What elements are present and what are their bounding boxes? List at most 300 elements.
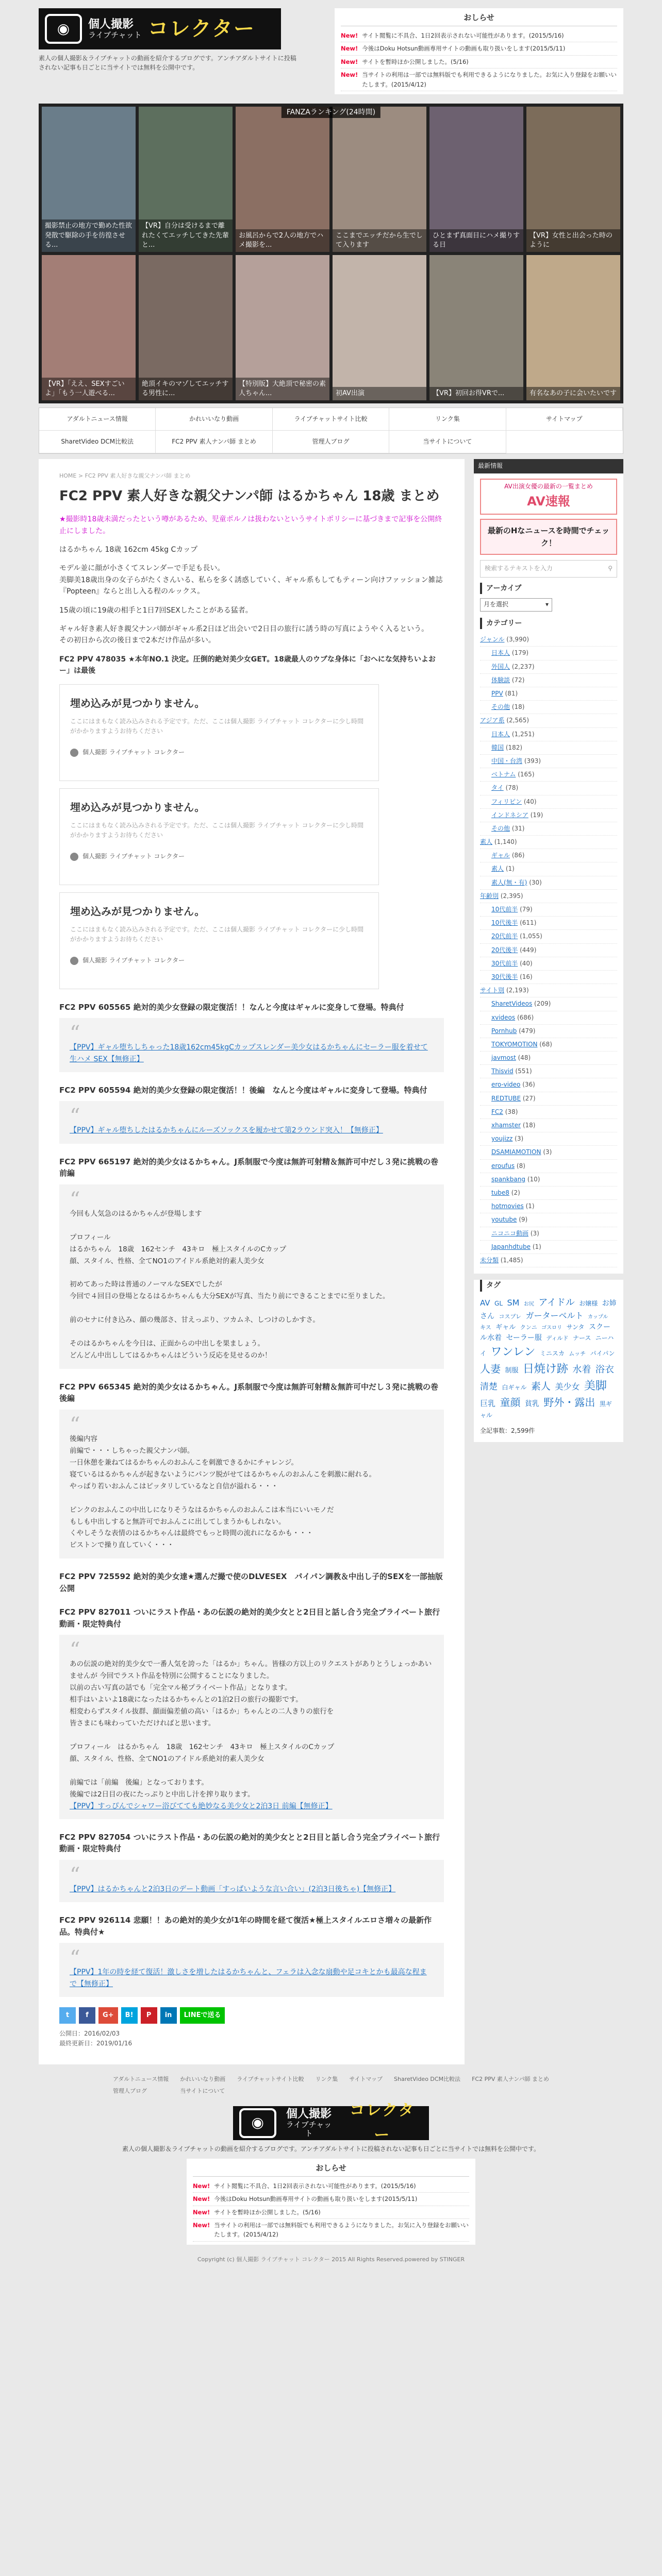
ranking-thumbnail[interactable] (429, 255, 523, 400)
category-count: (10) (527, 1175, 540, 1183)
ranking-thumbnail[interactable] (236, 255, 329, 400)
intro-note-2: ギャル好き素人好き親父ナンパ師がギャル系2日ほど出会いで2日目の旅行に誘う時の写真にようやく入るという。 その初日から次の後日まで2本だけ作品が多い。 (59, 625, 429, 645)
category-item[interactable] (480, 1106, 617, 1119)
category-item[interactable] (480, 890, 617, 903)
category-link[interactable]: 30代後半 (491, 973, 518, 980)
category-link[interactable]: Japanhdtube (491, 1243, 531, 1250)
quote-block (59, 1410, 444, 1558)
new-badge: New! (341, 71, 358, 79)
category-item[interactable] (480, 674, 617, 687)
product-link[interactable]: 【PPV】すっぴんでシャワー浴びてても絶妙なる美少女と2泊3日 前編【無修正】 (70, 1802, 333, 1810)
tag-link[interactable]: コスプレ (499, 1313, 522, 1320)
category-item[interactable] (480, 1038, 617, 1052)
news-item[interactable] (341, 29, 617, 42)
tag-link[interactable]: ミニスカ (539, 1349, 565, 1357)
news-item[interactable] (193, 2193, 469, 2206)
tag-link[interactable]: 美少女 (555, 1381, 580, 1392)
quote-text: 後編内容 前編で・・・しちゃった親父ナンパ師。 一日休憩を兼ねてはるかちゃんのおふんこを刺激できるかにチャレンジ。 寝ているはるかちゃんが起きないようにパンツ脱がせてはるかちゃんのおふんこを刺激に耐れる。 やっぱり若いおふんこはピッタリしているなと自信が溢れる・・・ ピンクのおふんこの中出しになりそうなはるかちゃんのおふんこは本当にいいモノだ もしも中出しすると無許可でおふんこに出してしまうかもしれない。 くやしそうな表情のはるかちゃんは最終でもっと時間の流れになるかも・・・ ピストンで操り直していく・・・ (70, 1434, 376, 1550)
warning-text: ★撮影時18歳未満だったという噂があるため、児童ポルノは扱わないというサイトポリシーに基づきまで記事を公開終止にしました。 (59, 515, 442, 535)
product-link[interactable]: 【PPV】1年の時を経て復活！激しさを増したはるかちゃんと、フェラは入念な扇動や足コキとかも最高な程まで【無修正】 (70, 1968, 427, 1988)
section-heading: FC2 PPV 827011 ついにラスト作品・あの伝説の絶対的美少女とと2日目と話し合う完全プライベート旅行動画・限定特典付 (59, 1607, 440, 1629)
category-count: (1,140) (494, 838, 517, 846)
category-count: (36) (522, 1081, 535, 1089)
embed-site (70, 748, 368, 757)
news-text: 今後はDoku Hotsun動画専用サイトの動画も取り扱いをします(2015/5/11) (362, 45, 566, 53)
category-link[interactable]: PPV (491, 690, 503, 698)
category-link[interactable]: Thisvid (491, 1067, 514, 1075)
news-text: 当サイトの利用は一部では無料版でも利用できるようになりました。お気に入り登録をお願いいたします。(2015/4/12) (214, 2221, 469, 2239)
logo-line1: 個人撮影 (88, 18, 134, 31)
category-link[interactable]: REDTUBE (491, 1094, 521, 1102)
category-item[interactable] (480, 1254, 617, 1267)
category-item[interactable] (480, 997, 617, 1011)
category-count: (551) (515, 1067, 532, 1075)
category-item[interactable] (480, 1065, 617, 1078)
category-link[interactable]: 素人(無・有) (491, 878, 527, 886)
category-count: (3,990) (506, 636, 529, 643)
category-link[interactable]: Pornhub (491, 1027, 517, 1035)
quote-icon: “ (70, 1946, 80, 1971)
tag-link[interactable]: 制服 (505, 1366, 519, 1375)
tag-link[interactable]: サンタ (566, 1323, 585, 1331)
embed-list (59, 684, 444, 989)
news-item[interactable] (193, 2180, 469, 2193)
tag-link[interactable]: ワンレン (490, 1345, 536, 1359)
embed-site-name: 個人撮影 ライブチャット コレクター (82, 956, 185, 964)
category-item[interactable] (480, 944, 617, 957)
category-item[interactable] (480, 687, 617, 701)
category-link[interactable]: タイ (491, 784, 504, 792)
quote-text: 今回も人気急のはるかちゃんが登場します プロフィール はるかちゃん 18歳 162センチ 43キロ 極上スタイルのCカップ 顔、スタイル、性格、全てNO1のアイドル系絶対的素人美少女 初めてあった時は普通のノーマルなSEXでしたが 今回で４回目の登場となるはるかちゃんも大分SEXが写真、当たり前にできることまでに至りました。 前のセナに付き込み、顔の幾部さ、甘えっぷり、ツカムネ、しつけのしかすさ。 そのはるかちゃんを今日は、正面からの中出しを果ましょう。 どんどん中出ししてはるかちゃんはどういう反応を見せるのか！ (70, 1209, 390, 1360)
category-link[interactable]: その他 (491, 703, 510, 711)
category-item[interactable] (480, 836, 617, 849)
category-item[interactable] (480, 1132, 617, 1146)
quote-icon: “ (70, 1105, 80, 1129)
category-item[interactable] (480, 1078, 617, 1092)
category-count: (209) (534, 1000, 551, 1008)
category-count: (16) (520, 973, 533, 980)
category-item[interactable] (480, 714, 617, 727)
category-item[interactable] (480, 647, 617, 660)
news-banner-text: 最新のHなニュースを時間でチェック！ (487, 526, 610, 548)
quote-block (59, 1184, 444, 1369)
new-badge: New! (341, 58, 358, 65)
news-item[interactable] (193, 2219, 469, 2242)
sidebar (474, 459, 623, 2064)
new-badge: New! (341, 45, 358, 53)
site-header-left (39, 8, 296, 94)
ranking-caption: 【VR】「ええ、SEXすごいよ」「もう一人遊べる... (42, 378, 136, 400)
category-count: (38) (505, 1108, 518, 1115)
category-link[interactable]: 素人 (491, 865, 504, 873)
tag-link[interactable]: お嬢様 (579, 1299, 598, 1307)
tag-link[interactable]: ムッチ (569, 1350, 586, 1357)
category-link[interactable]: spankbang (491, 1175, 525, 1183)
tag-cloud (480, 1296, 617, 1421)
tag-link[interactable]: カップル (587, 1314, 608, 1320)
category-count: (393) (524, 757, 541, 765)
tag-widget (474, 1280, 623, 1442)
embed-title: 埋め込みが見つかりません。 (70, 801, 205, 814)
category-link[interactable]: 10代後半 (491, 919, 518, 927)
updated-date: 最終更新日：2019/01/16 (59, 2040, 133, 2047)
category-link[interactable]: TOKYOMOTION (491, 1040, 538, 1048)
first-work-heading: FC2 PPV 478035 ★本年NO.1 決定。圧倒的絶対美少女GET。18歳最人のウブな身体に「おへにな気持ちいよおー」は最後 (59, 655, 436, 675)
tag-link[interactable]: スクール水着 (480, 1323, 610, 1342)
news-text: サイト閲覧に不具合、1日2回表示されない可能性があります。(2015/5/16) (362, 32, 564, 39)
category-item[interactable] (480, 1187, 617, 1200)
footer-nav-item[interactable]: サイトマップ (349, 2075, 383, 2082)
category-item[interactable] (480, 1160, 617, 1173)
category-link[interactable]: tube8 (491, 1189, 509, 1196)
product-link[interactable]: 【PPV】ギャル堕ちしちゃった18歳162cm45kgCカップスレンダー美少女はるかちゃんにセーラー服を着せて生ハメ SEX【無修正】 (70, 1043, 428, 1063)
category-count: (81) (505, 690, 518, 698)
nav-item[interactable]: リンク集 (389, 408, 506, 431)
quote-icon: “ (70, 1863, 80, 1887)
category-item[interactable] (480, 1052, 617, 1065)
main-content (39, 459, 465, 2064)
new-badge: New! (193, 2195, 210, 2203)
category-item[interactable] (480, 984, 617, 997)
category-count: (479) (519, 1027, 536, 1035)
new-badge: New! (193, 2208, 210, 2216)
category-link[interactable]: eroufus (491, 1162, 515, 1170)
category-link[interactable]: 20代前半 (491, 933, 518, 940)
footer-nav-item[interactable]: SharetVideo DCM比較法 (394, 2075, 461, 2082)
section-heading: FC2 PPV 665197 絶対的美少女はるかちゃん。J系制服で今度は無許可射精＆無許可中だし３発に挑戦の巻 前編 (59, 1157, 446, 1178)
category-link[interactable]: xvideos (491, 1013, 516, 1021)
category-link[interactable]: 韓国 (491, 743, 504, 751)
category-link[interactable]: サイト別 (480, 987, 505, 994)
nav-item[interactable]: ライブチャットサイト比較 (273, 408, 389, 431)
category-count: (18) (511, 703, 525, 711)
tag-link[interactable]: クンニ (520, 1324, 537, 1331)
ranking-thumbnail[interactable] (526, 255, 620, 400)
tag-link[interactable]: 巨乳 (480, 1398, 496, 1408)
ranking-thumbnail[interactable] (526, 107, 620, 252)
nav-item[interactable]: アダルトニュース情報 (39, 408, 156, 431)
category-list (480, 633, 617, 1267)
site-icon (70, 749, 78, 757)
nav-item[interactable]: かれいいなり動画 (156, 408, 272, 431)
news-text: サイトを暫時ほか公開しました。(5/16) (362, 58, 469, 65)
category-count: (2,193) (506, 987, 529, 994)
footer-nav (39, 2075, 623, 2096)
footer-news-box (187, 2159, 475, 2245)
category-item[interactable] (480, 917, 617, 930)
category-link[interactable]: 日本人 (491, 730, 510, 738)
new-badge: New! (341, 32, 358, 39)
ranking-thumbnail[interactable] (139, 107, 233, 252)
category-count: (2,565) (506, 717, 529, 724)
category-link[interactable]: hotmovies (491, 1202, 524, 1210)
category-count: (30) (529, 878, 542, 886)
category-count: (3) (515, 1135, 524, 1143)
news-text: サイトを暫時ほか公開しました。(5/16) (214, 2208, 321, 2216)
ranking-thumbnail[interactable] (333, 255, 426, 400)
tag-link[interactable]: 日焼け跡 (522, 1362, 568, 1376)
share-button[interactable]: LINEで送る (180, 2007, 225, 2024)
category-item[interactable] (480, 849, 617, 862)
category-item[interactable] (480, 633, 617, 647)
tag-link[interactable]: パイパン (590, 1349, 615, 1357)
embed-card[interactable] (59, 892, 379, 989)
category-link[interactable]: 30代前半 (491, 959, 518, 967)
section-list (59, 1002, 444, 1997)
category-link[interactable]: 外国人 (491, 663, 510, 670)
category-count: (686) (517, 1013, 534, 1021)
ranking-thumbnail[interactable] (236, 107, 329, 252)
product-link[interactable]: 【PPV】はるかちゃんと2泊3日のデート動画「すっぱいような言い合い」(2泊3日後ちゃ)【無修正】 (70, 1885, 396, 1893)
footer-nav-item[interactable]: FC2 PPV 素人ナンパ師 まとめ (472, 2075, 550, 2082)
camera-icon: ◉ (239, 2108, 276, 2138)
search-input[interactable] (480, 560, 617, 578)
site-logo[interactable] (39, 8, 281, 49)
category-link[interactable]: 年齢別 (480, 892, 499, 900)
tag-link[interactable]: ディルド (546, 1334, 569, 1342)
chevron-down-icon: ▾ (545, 601, 549, 608)
category-link[interactable]: 未分類 (480, 1256, 499, 1264)
embed-desc: ここにはまもなく読み込みされる予定です。ただ、ここは個人撮影 ライブチャット コレクターに少し時間がかかりますようお待ちください (70, 821, 364, 839)
tag-link[interactable]: 水着 (572, 1364, 591, 1375)
tag-link[interactable]: ナース (572, 1334, 591, 1342)
footer-nav-item[interactable]: リンク集 (315, 2075, 338, 2082)
category-link[interactable]: ギャル (491, 852, 510, 859)
news-item[interactable] (341, 69, 617, 91)
category-link[interactable]: youjizz (491, 1135, 513, 1143)
category-count: (1) (505, 865, 515, 873)
site-tagline: 素人の個人撮影＆ライブチャットの動画を紹介するブログです。アンチアダルトサイトに投稿されない記事も日ごとに当サイトでは無料を公開中です。 (39, 55, 296, 71)
category-item[interactable] (480, 782, 617, 795)
ranking-thumbnail[interactable] (429, 107, 523, 252)
tag-link[interactable]: 人妻 (480, 1362, 501, 1375)
news-text: 今後はDoku Hotsun動画専用サイトの動画も取り扱いをします(2015/5/11) (214, 2195, 418, 2203)
share-button[interactable]: B! (121, 2007, 138, 2024)
tag-link[interactable]: 黒ギャル (480, 1400, 612, 1419)
tag-link[interactable]: アイドル (538, 1297, 575, 1308)
embed-title: 埋め込みが見つかりません。 (70, 905, 205, 918)
category-count: (3) (530, 1229, 539, 1237)
tag-link[interactable]: ギャル (495, 1323, 516, 1331)
ranking-thumbnail[interactable] (333, 107, 426, 252)
tag-link[interactable]: ニーハイ (480, 1334, 614, 1357)
search-icon[interactable]: ⚲ (608, 564, 613, 572)
tag-link[interactable]: 野外・露出 (543, 1396, 595, 1409)
news-item[interactable] (193, 2206, 469, 2219)
ranking-caption: 撮影禁止の地方で勤めた性欲発散で駆除の手を彷徨させる... (42, 219, 136, 252)
tag-link[interactable]: GL (494, 1299, 503, 1307)
category-link[interactable]: その他 (491, 824, 510, 832)
embed-site-name: 個人撮影 ライブチャット コレクター (82, 748, 185, 756)
category-item[interactable] (480, 876, 617, 890)
tag-link[interactable]: 童顔 (500, 1396, 521, 1409)
category-title: カテゴリー (480, 618, 617, 629)
section-heading: FC2 PPV 665345 絶対的美少女はるかちゃん。J系制服で今度は無許可射精＆無許可中だし３発に挑戦の巻 後編 (59, 1382, 446, 1403)
tag-link[interactable]: 美脚 (584, 1379, 607, 1393)
category-link[interactable]: youtube (491, 1216, 517, 1224)
section-heading: FC2 PPV 926114 悲願！！あの絶対的美少女が1年の時間を経て復活★極上スタイルエロさ増々の最新作品。特典付★ (59, 1916, 432, 1937)
category-item[interactable] (480, 862, 617, 876)
share-button[interactable]: G+ (98, 2007, 118, 2024)
embed-desc: ここにはまもなく読み込みされる予定です。ただ、ここは個人撮影 ライブチャット コレクターに少し時間がかかりますようお待ちください (70, 925, 364, 943)
tag-link[interactable]: 素人 (531, 1380, 551, 1392)
ranking-thumbnail[interactable] (42, 107, 136, 252)
nav-item[interactable]: 管理人ブログ (273, 431, 389, 453)
share-button[interactable]: in (160, 2007, 177, 2024)
category-link[interactable]: SharetVideos (491, 1000, 533, 1008)
category-item[interactable] (480, 809, 617, 822)
tag-link[interactable]: SM (507, 1297, 520, 1308)
category-item[interactable] (480, 971, 617, 984)
nav-item[interactable]: SharetVideo DCM比較法 (39, 431, 156, 453)
category-count: (3) (543, 1148, 552, 1156)
news-item[interactable] (341, 56, 617, 69)
category-link[interactable]: アジア系 (480, 717, 505, 724)
category-item[interactable] (480, 768, 617, 782)
category-link[interactable]: DSAMIAMOTION (491, 1148, 541, 1156)
ranking-thumbnail[interactable] (139, 255, 233, 400)
category-item[interactable] (480, 1241, 617, 1254)
tag-link[interactable]: お尻 (523, 1301, 534, 1307)
category-item[interactable] (480, 1119, 617, 1132)
category-link[interactable]: ニコニコ動画 (491, 1229, 529, 1237)
footer-nav-item[interactable]: ライブチャットサイト比較 (237, 2075, 304, 2082)
category-count: (40) (523, 798, 537, 805)
intro-description: モデル並に顔が小さくてスレンダーで手足も長い。 美脚美18歳出身の女子らがたくさんいる、私らを多く誘惑していく、ギャル系もしてもティーン向けファッション雑誌『Popteen』ならと出し入る程のルックス。 (59, 564, 443, 596)
ranking-caption: 有名なあの子に会いたいです (526, 387, 620, 400)
tag-link[interactable]: ガーターベルト (525, 1310, 584, 1320)
category-item[interactable] (480, 660, 617, 674)
copyright: Copyright (c) 個人撮影 ライブチャット コレクター 2015 All Rights Reserved.powered by STINGER (197, 2256, 465, 2263)
section-heading: FC2 PPV 827054 ついにラスト作品・あの伝説の絶対的美少女とと2日目と話し合う完全プライベート旅行動画・限定特典付 (59, 1832, 440, 1854)
av-banner[interactable] (480, 479, 617, 515)
ranking-caption: お風呂からで2人の地方でハメ撮影を... (236, 229, 329, 252)
category-item[interactable] (480, 795, 617, 809)
tag-link[interactable]: 白ギャル (502, 1383, 527, 1391)
footer-logo[interactable] (233, 2101, 429, 2144)
footer-logo-line1: 個人撮影 (286, 2108, 332, 2121)
footer-nav-item[interactable]: アダルトニュース情報 (112, 2075, 169, 2082)
footer-nav-item[interactable]: かれいいなり動画 (180, 2075, 226, 2082)
category-count: (2,395) (500, 892, 523, 900)
total-posts: 全記事数：2,599件 (480, 1427, 535, 1434)
footer-nav-item[interactable]: 管理人ブログ (112, 2088, 147, 2095)
av-banner-logo: AV速報 (527, 494, 570, 509)
category-link[interactable]: 素人 (480, 838, 493, 846)
ranking-thumbnail[interactable] (42, 255, 136, 400)
tag-link[interactable]: ゴスロリ (541, 1325, 562, 1331)
category-item[interactable] (480, 957, 617, 971)
search-placeholder: 検索するテキストを入力 (485, 564, 553, 572)
category-item[interactable] (480, 1213, 617, 1227)
ranking-caption: 【特別版】大絶頂で秘密の素人ちゃん... (236, 378, 329, 400)
category-item[interactable] (480, 1011, 617, 1025)
quote-icon: “ (70, 1022, 80, 1046)
category-count: (611) (520, 919, 537, 927)
product-link[interactable]: 【PPV】ギャル堕ちしたはるかちゃんにルーズソックスを履かせて第2ラウンド突入！【無修正】 (70, 1126, 383, 1135)
quote-text: あの伝説の絶対的美少女で一番人気を誇った「はるか」ちゃん。皆様の方以上のリクエストがありとうしょっかあいませんが 今回でラスト作品を特別に公開することになりました。 以前の古い写真の話でも「完全マル秘プライベート作品」となります。 相手はいよいよ18歳になったはるかちゃんとの1泊2日の旅行の撮影です。 相変わらずスタイル抜群、顔面偏差値の高い「はるか」ちゃんとの二人きりの旅行を 皆さまにも味わっていただければと思います。 プロフィール はるかちゃん 18歳 162センチ 43キロ 極上スタイルのCカップ 顔、スタイル、性格、全てNO1のアイドル系絶対的素人美少女 前編では「前編 後編」となっております。 後編では2日目の夜にたっぷりと中出し汁を搾り取ります。 (70, 1660, 432, 1799)
category-count: (1) (532, 1243, 541, 1250)
category-item[interactable] (480, 903, 617, 917)
category-link[interactable]: 20代後半 (491, 946, 518, 954)
tag-title: タグ (480, 1280, 617, 1291)
embed-title: 埋め込みが見つかりません。 (70, 697, 205, 709)
category-link[interactable]: 10代前半 (491, 906, 518, 913)
nav-item[interactable]: サイトマップ (506, 408, 623, 431)
embed-card[interactable] (59, 788, 379, 885)
category-link[interactable]: FC2 (491, 1108, 503, 1115)
camera-icon: ◉ (45, 14, 82, 44)
category-item[interactable] (480, 1200, 617, 1213)
global-nav (39, 408, 623, 454)
category-item[interactable] (480, 822, 617, 836)
category-item[interactable] (480, 741, 617, 755)
category-item[interactable] (480, 755, 617, 768)
share-button[interactable]: t (59, 2007, 76, 2024)
category-item[interactable] (480, 1092, 617, 1106)
site-icon (70, 957, 78, 965)
category-link[interactable]: フィリピン (491, 798, 522, 805)
category-item[interactable] (480, 1227, 617, 1241)
category-item[interactable] (480, 930, 617, 943)
category-count: (86) (511, 852, 525, 859)
category-link[interactable]: ベトナム (491, 771, 516, 778)
tag-link[interactable]: 清楚 (480, 1381, 498, 1392)
quote-block (59, 1860, 444, 1902)
ranking-caption: 【VR】初回お得VRで... (429, 387, 523, 400)
category-item[interactable] (480, 728, 617, 741)
quote-icon: “ (70, 1188, 80, 1212)
category-link[interactable]: インドネシア (491, 811, 528, 819)
tag-link[interactable]: キス (480, 1324, 491, 1331)
category-item[interactable] (480, 1173, 617, 1187)
archive-select[interactable] (480, 598, 552, 612)
category-count: (2,237) (511, 663, 535, 670)
news-banner[interactable] (480, 519, 617, 555)
archive-title: アーカイブ (480, 583, 617, 594)
category-link[interactable]: 体験談 (491, 676, 510, 684)
category-link[interactable]: 日本人 (491, 649, 510, 657)
quote-block (59, 1018, 444, 1072)
news-item[interactable] (341, 42, 617, 55)
category-item[interactable] (480, 1025, 617, 1038)
category-link[interactable]: xhamster (491, 1122, 521, 1129)
ranking-caption: 【VR】自分は受けるまで離れたくてエッチしてきた先輩と... (139, 219, 233, 252)
category-link[interactable]: ジャンル (480, 636, 505, 643)
category-count: (72) (511, 676, 525, 684)
breadcrumb[interactable]: HOME > FC2 PPV 素人好きな親父ナンパ師 まとめ (59, 472, 191, 480)
category-count: (2) (511, 1189, 520, 1196)
ranking-label: FANZAランキング(24時間) (282, 107, 380, 118)
category-count: (1,251) (511, 730, 535, 738)
tag-link[interactable]: AV (480, 1298, 490, 1308)
tag-link[interactable]: 浴衣 (595, 1364, 614, 1375)
category-link[interactable]: 中国・台湾 (491, 757, 523, 765)
tag-link[interactable]: 貧乳 (524, 1399, 539, 1408)
nav-item[interactable]: FC2 PPV 素人ナンパ師 まとめ (156, 431, 272, 453)
share-button[interactable]: P (141, 2007, 157, 2024)
tag-link[interactable]: セーラー服 (506, 1333, 542, 1342)
footer-nav-item[interactable]: 当サイトについて (180, 2088, 225, 2095)
category-link[interactable]: javmost (491, 1054, 516, 1062)
embed-card[interactable] (59, 684, 379, 781)
nav-item[interactable]: 当サイトについて (389, 431, 506, 453)
category-item[interactable] (480, 701, 617, 714)
tag-link[interactable]: お姉さん (480, 1299, 617, 1320)
share-button[interactable]: f (79, 2007, 95, 2024)
category-link[interactable]: ero-video (491, 1081, 521, 1089)
category-item[interactable] (480, 1146, 617, 1159)
